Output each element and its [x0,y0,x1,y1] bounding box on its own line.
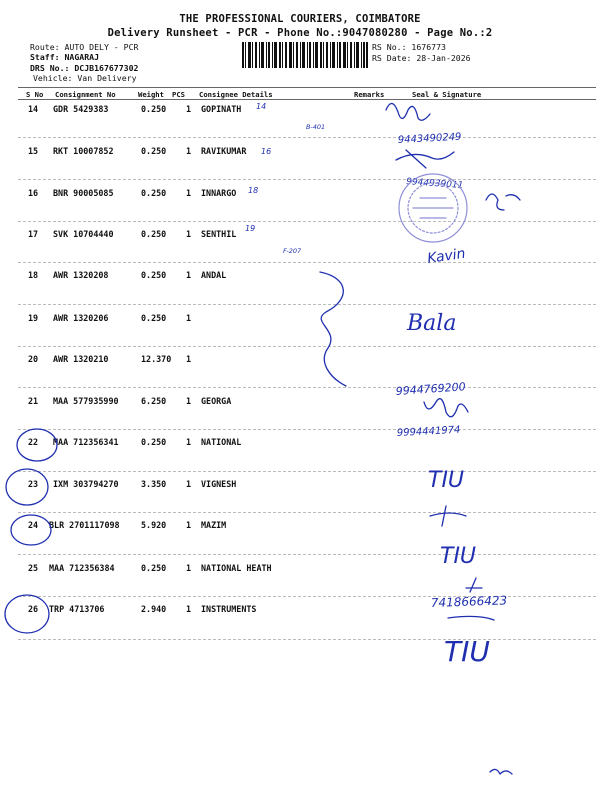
signature-scribble-21 [424,399,468,417]
row-sno: 20 [28,354,39,364]
hw-phone-5: 7418666423 [430,593,508,610]
row-consignment-no: IXM 303794270 [53,479,119,489]
rs-date: RS Date: 28-Jan-2026 [372,53,471,63]
row-pcs: 1 [186,563,192,573]
row-pcs: 1 [186,313,192,323]
row-consignee: INSTRUMENTS [201,604,257,614]
row-consignment-no: TRP 4713706 [49,604,105,614]
drs-value: DCJB167677302 [74,63,139,73]
row-consignee: INNARGO [201,188,237,198]
company-name: THE PROFESSIONAL COURIERS, COIMBATORE [179,13,421,25]
row-weight: 6.250 [141,396,167,406]
row-pcs: 1 [186,188,192,198]
row-weight: 3.350 [141,479,167,489]
row-pcs: 1 [186,104,192,114]
row-weight: 2.940 [141,604,167,614]
row-pcs: 1 [186,479,192,489]
hw-sig-tiu-1: TIU [428,468,465,493]
row-sno: 22 [28,437,39,447]
row-consignee: ANDAL [201,270,227,280]
hw-phone-2: 9944939011 [405,177,464,191]
row-pcs: 1 [186,437,192,447]
row-weight: 5.920 [141,520,167,530]
row-weight: 0.250 [141,229,167,239]
row-sno: 26 [28,604,39,614]
circle-mark-26 [5,595,49,633]
row-weight: 0.250 [141,104,167,114]
row-consignee: NATIONAL HEATH [201,563,272,573]
hw-19: 19 [245,224,256,233]
col-consignee: Consignee Details [199,90,273,99]
row-sno: 25 [28,563,39,573]
hw-sig-bala: Bala [407,311,457,336]
hw-phone-4: 9994441974 [396,424,461,439]
rs-number: RS No.: 1676773 [372,42,446,52]
col-consignment: Consignment No [55,90,116,99]
col-sno: S No [26,90,44,99]
signature-scribble-15 [396,150,454,168]
row-pcs: 1 [186,520,192,530]
hw-18: 18 [248,186,259,195]
row-consignment-no: MAA 712356384 [49,563,115,573]
hw-sig-kavin: Kavin [426,245,467,267]
circle-mark-23 [6,469,48,505]
row-sno: 18 [28,270,39,280]
brace-mark [320,272,346,386]
handwritten-notes [245,102,507,668]
row-consignment-no: AWR 1320210 [53,354,109,364]
hw-f207: F-207 [283,247,302,255]
row-consignment-no: BNR 90005085 [53,188,114,198]
hw-b401: B-401 [306,123,326,131]
row-weight: 0.250 [141,313,167,323]
route-text: Route: AUTO DELY - PCR [30,42,139,52]
hw-sig-tiu-2: TIU [440,544,477,569]
row-consignment-no: AWR 1320208 [53,270,109,280]
drs-label: DRS No.: [30,63,70,73]
row-sno: 24 [28,520,39,530]
row-weight: 0.250 [141,146,167,156]
hw-sig-tiu-3: TIU [444,635,490,668]
vehicle-text: Vehicle: Van Delivery [33,73,137,83]
hw-14: 14 [256,102,267,111]
row-pcs: 1 [186,604,192,614]
signature-scribble-14 [386,103,430,120]
col-remarks: Remarks [354,90,385,99]
hw-16: 16 [261,147,272,156]
col-seal-signature: Seal & Signature [412,90,482,99]
hw-phone-1: 9443490249 [397,131,462,146]
circle-mark-24 [11,515,51,545]
row-sno: 14 [28,104,39,114]
runsheet-title: Delivery Runsheet - PCR - Phone No.:9047080280 - Page No.:2 [107,27,493,39]
col-weight: Weight [138,90,164,99]
row-sno: 21 [28,396,39,406]
row-weight: 0.250 [141,437,167,447]
row-pcs: 1 [186,146,192,156]
row-pcs: 1 [186,396,192,406]
row-pcs: 1 [186,270,192,280]
row-weight: 12.370 [141,354,172,364]
stray-mark [490,769,512,774]
row-consignment-no: MAA 577935990 [53,396,119,406]
row-consignee: VIGNESH [201,479,237,489]
circle-mark-22 [17,429,57,461]
signature-scribble-16 [486,194,520,210]
row-pcs: 1 [186,229,192,239]
row-consignee: NATIONAL [201,437,242,447]
hw-phone-3: 9944769200 [395,380,467,398]
row-consignee: GOPINATH [201,104,242,114]
row-sno: 23 [28,479,39,489]
col-pcs: PCS [172,90,185,99]
staff-text: Staff: NAGARAJ [30,52,100,62]
signature-scribble-24 [430,506,466,526]
row-consignee: GEORGA [201,396,232,406]
row-sno: 15 [28,146,39,156]
row-consignment-no: AWR 1320206 [53,313,109,323]
row-consignment-no: MAA 712356341 [53,437,119,447]
row-consignment-no: RKT 10007852 [53,146,114,156]
row-sno: 19 [28,313,39,323]
row-sno: 17 [28,229,39,239]
row-pcs: 1 [186,354,192,364]
row-consignee: RAVIKUMAR [201,146,247,156]
row-weight: 0.250 [141,188,167,198]
row-weight: 0.250 [141,563,167,573]
row-consignment-no: GDR 5429383 [53,104,109,114]
row-weight: 0.250 [141,270,167,280]
row-consignment-no: SVK 10704440 [53,229,114,239]
row-consignee: SENTHIL [201,229,237,239]
row-consignee: MAZIM [201,520,227,530]
row-consignment-no: BLR 2701117098 [49,520,120,530]
row-sno: 16 [28,188,39,198]
